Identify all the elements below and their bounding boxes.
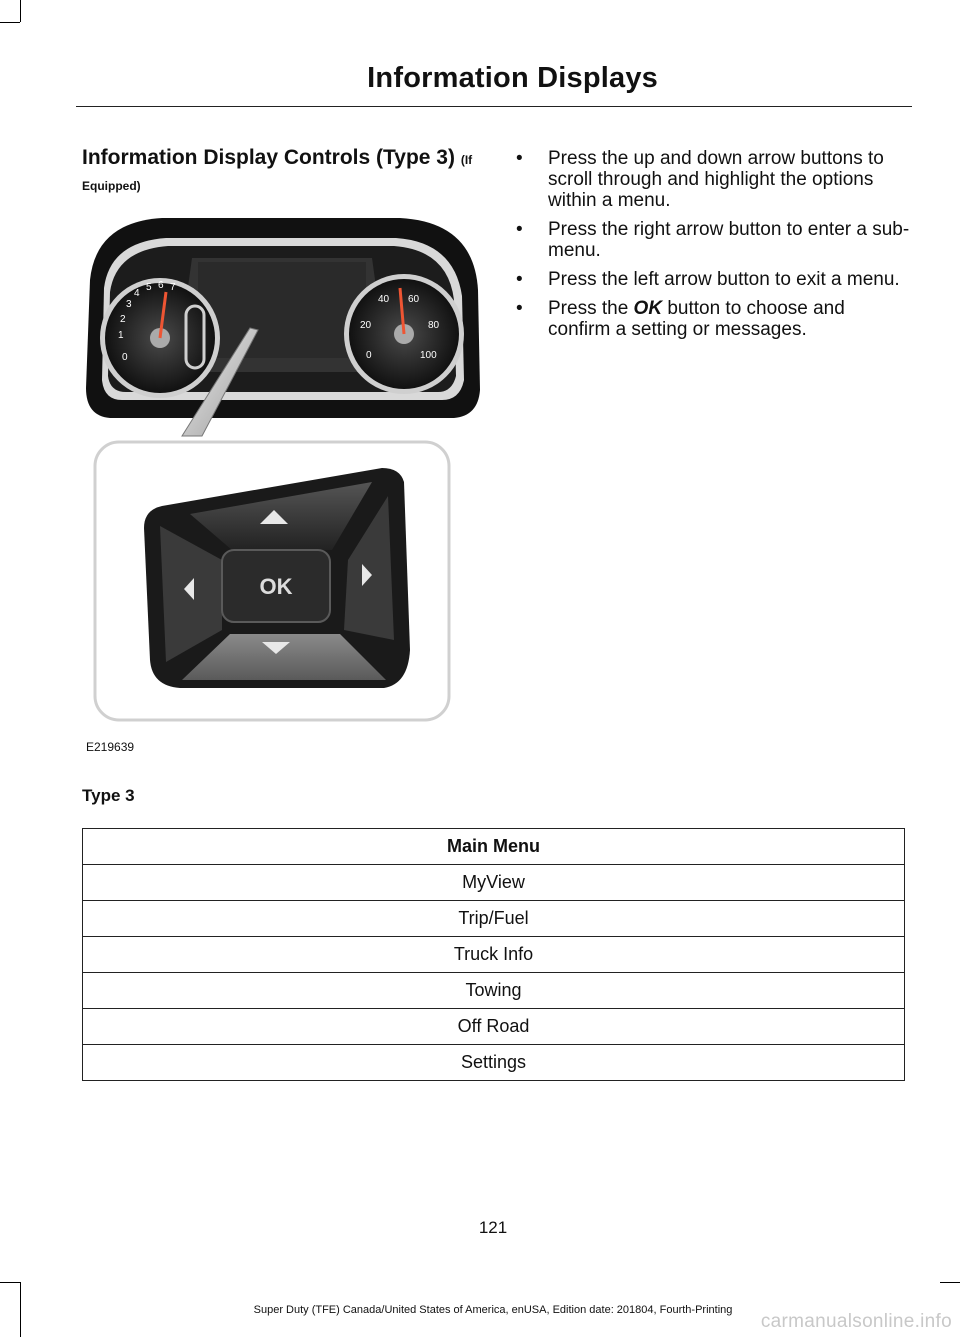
list-item-text: button to choose and confirm a setting or messages.	[548, 298, 845, 340]
tick-label: 40	[378, 294, 390, 305]
tick-label: 4	[134, 288, 140, 299]
table-row	[83, 973, 905, 1009]
tick-label: 60	[408, 294, 420, 305]
header-divider	[76, 106, 912, 107]
tick-label: 5	[146, 282, 152, 293]
tachometer-gauge	[100, 278, 220, 398]
ok-button-label: OK	[259, 574, 293, 599]
page-title: Information Displays	[367, 62, 658, 94]
figure-id: E219639	[86, 740, 135, 754]
crop-mark	[0, 22, 20, 23]
table-row	[83, 1009, 905, 1045]
tick-label: 1	[118, 330, 124, 341]
tick-label: 7	[170, 282, 176, 293]
list-item-text: Press the	[548, 298, 634, 319]
instruction-list	[510, 148, 910, 348]
subheading: Type 3	[82, 786, 135, 805]
tick-label: 100	[420, 350, 437, 361]
bullet-icon: •	[516, 219, 523, 240]
table-row	[83, 937, 905, 973]
page-number: 121	[478, 1218, 508, 1237]
list-item	[510, 219, 910, 261]
section-qualifier: (If Equipped)	[82, 153, 473, 193]
table-row	[83, 1045, 905, 1081]
main-menu-table	[82, 828, 905, 1081]
list-item-text: Press the left arrow button to exit a menu.	[548, 269, 900, 290]
list-item-text: Press the right arrow button to enter a sub-menu.	[548, 219, 910, 261]
tick-label: 3	[126, 299, 132, 310]
table-cell: Settings	[83, 1045, 905, 1081]
tick-label: 0	[122, 352, 128, 363]
footer-text: Super Duty (TFE) Canada/United States of America, enUSA, Edition date: 201804, Fourth-Printing	[253, 1304, 733, 1316]
table-row	[83, 901, 905, 937]
bullet-icon: •	[516, 298, 523, 319]
tick-label: 0	[366, 350, 372, 361]
crop-mark	[20, 0, 21, 22]
list-item-text: Press the up and down arrow buttons to scroll through and highlight the options within a menu.	[548, 148, 884, 211]
section-title	[82, 146, 482, 198]
bullet-icon: •	[516, 269, 523, 290]
table-cell: Trip/Fuel	[83, 901, 905, 937]
table-cell: MyView	[83, 865, 905, 901]
table-cell: Towing	[83, 973, 905, 1009]
cluster-illustration	[82, 210, 482, 740]
bullet-icon: •	[516, 148, 523, 169]
list-item	[510, 298, 910, 340]
crop-mark	[940, 1282, 960, 1283]
table-row	[83, 865, 905, 901]
table-cell: Truck Info	[83, 937, 905, 973]
speedometer-gauge	[344, 274, 464, 394]
list-item	[510, 148, 910, 211]
list-item	[510, 269, 910, 290]
crop-mark	[0, 1282, 20, 1283]
tick-label: 20	[360, 320, 372, 331]
ok-keyword: OK	[633, 298, 663, 319]
tick-label: 6	[158, 280, 164, 291]
cluster-figure	[82, 210, 482, 740]
section-title-text: Information Display Controls (Type 3)	[82, 146, 455, 169]
tick-label: 2	[120, 314, 126, 325]
table-cell: Off Road	[83, 1009, 905, 1045]
tick-label: 80	[428, 320, 440, 331]
table-header: Main Menu	[83, 829, 905, 865]
watermark[interactable]: carmanualsonline.info	[760, 1311, 952, 1332]
